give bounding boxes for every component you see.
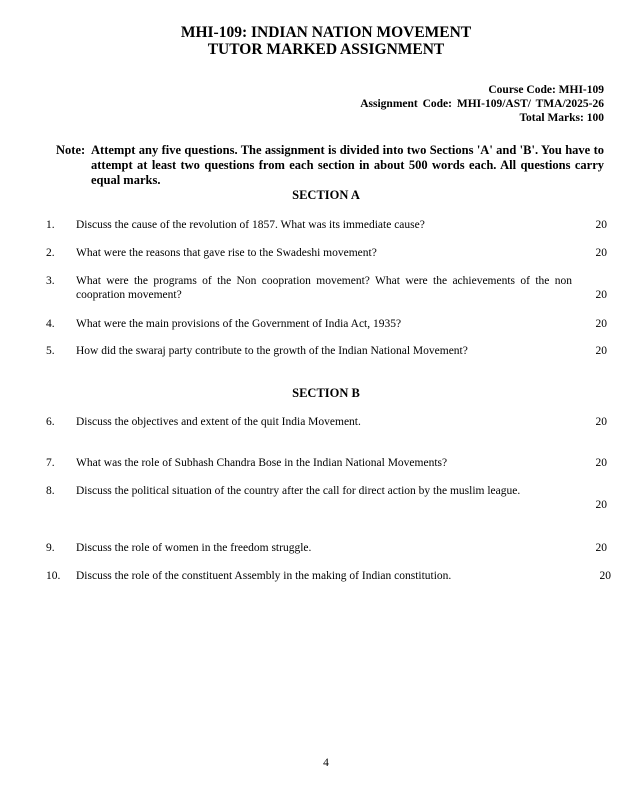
question-text: Discuss the objectives and extent of the quit India Movement. [76,416,361,428]
question-marks: 20 [599,570,611,582]
question-text: What were the programs of the Non coopration movement? What were the achievements of the non coopration movement? [76,275,572,301]
question-text: Discuss the role of women in the freedom struggle. [76,542,312,554]
page-number: 4 [323,757,329,769]
assignment-code: Assignment Code: MHI-109/AST/ TMA/2025-26 [360,98,604,110]
question-marks: 20 [595,457,607,469]
question-marks: 20 [595,416,607,428]
question-number: 5. [46,345,55,357]
total-marks: Total Marks: 100 [519,112,604,124]
question-number: 2. [46,247,55,259]
question-text: What were the reasons that gave rise to the Swadeshi movement? [76,247,377,259]
question-text: Discuss the cause of the revolution of 1857. What was its immediate cause? [76,219,425,231]
question-number: 8. [46,485,55,497]
instructions-note [56,143,604,188]
question-number: 1. [46,219,55,231]
question-number: 4. [46,318,55,330]
question-text: What was the role of Subhash Chandra Bose in the Indian National Movements? [76,457,448,469]
note-text: Attempt any five questions. The assignment is divided into two Sections 'A' and 'B'. You have to attempt at least two questions from each section in about 500 words each. All questions carry equal marks. [91,143,604,187]
question-marks: 20 [595,219,607,231]
document-subtitle: TUTOR MARKED ASSIGNMENT [207,41,445,58]
question-text: Discuss the political situation of the country after the call for direct action by the muslim league. [76,485,521,497]
question-marks: 20 [595,542,607,554]
question-marks: 20 [595,247,607,259]
question-text: What were the main provisions of the Government of India Act, 1935? [76,318,402,330]
question-marks: 20 [595,318,607,330]
question-number: 9. [46,542,55,554]
question-number: 7. [46,457,55,469]
question-text: How did the swaraj party contribute to the growth of the Indian National Movement? [76,345,468,357]
note-label: Note: [56,143,86,157]
document-title: MHI-109: INDIAN NATION MOVEMENT [180,24,472,41]
question-marks: 20 [595,499,607,511]
question-number: 6. [46,416,55,428]
section-a-heading: SECTION A [292,188,360,202]
course-code: Course Code: MHI-109 [488,84,604,96]
question-number: 3. [46,275,55,287]
question-marks: 20 [595,289,607,301]
question-text: Discuss the role of the constituent Assembly in the making of Indian constitution. [76,570,452,582]
section-b-heading: SECTION B [292,386,360,400]
question-number: 10. [46,570,61,582]
question-marks: 20 [595,345,607,357]
